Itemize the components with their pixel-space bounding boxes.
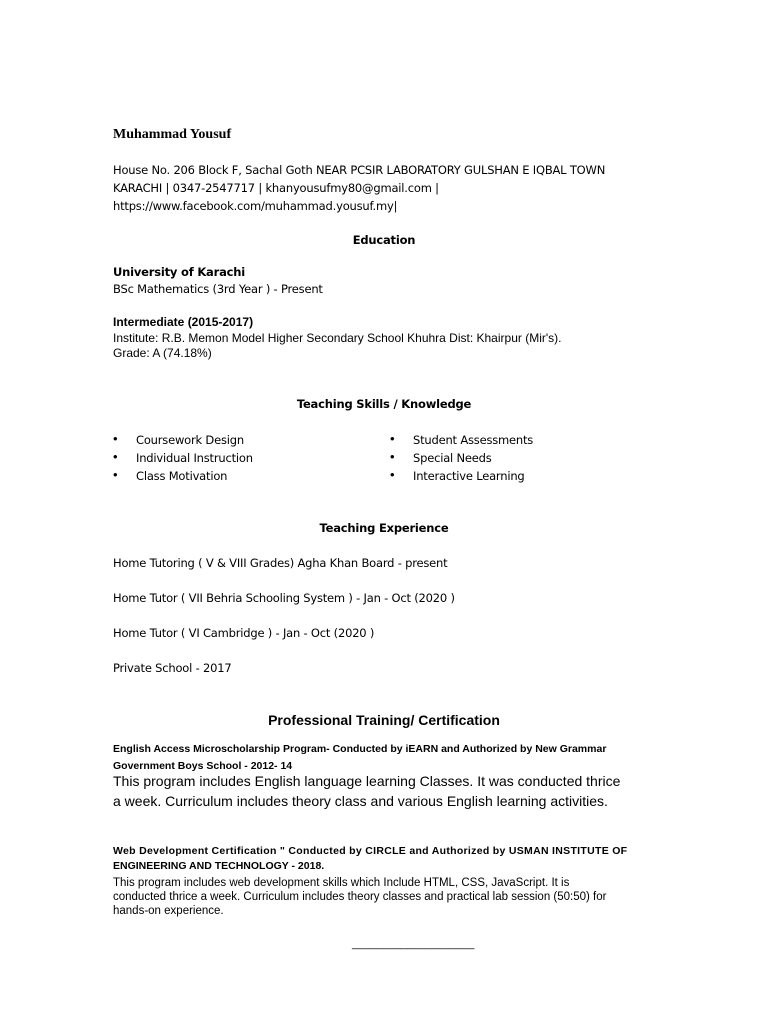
skill-item-right: Special Needs [413, 451, 492, 465]
contact-phone-email: KARACHI | 0347-2547717 | khanyousufmy80@gmail.com | [113, 181, 439, 195]
bullet-icon: • [113, 467, 118, 482]
program2-description-end: hands-on experience. [113, 905, 224, 917]
university-name: University of Karachi [113, 265, 245, 279]
program1-school: Government Boys School [113, 760, 242, 772]
institute-line: Institute: R.B. Memon Model Higher Secondary School Khuhra Dist: Khairpur (Mir's). [113, 331, 562, 345]
program2-description-continued: conducted thrice a week. Curriculum includes theory classes and practical lab session (50:50) for [113, 891, 607, 903]
candidate-name: Muhammad Yousuf [113, 127, 232, 142]
program1-years: - 2012- 14 [241, 760, 293, 772]
skill-item-left: Class Motivation [136, 469, 228, 483]
skill-item-left: Coursework Design [136, 433, 244, 447]
skill-item-right: Interactive Learning [413, 469, 525, 483]
bullet-icon: • [390, 449, 395, 464]
program2-title: Web Development Certification " Conducted by CIRCLE and Authorized by USMAN INSTITUTE OF [113, 845, 628, 857]
program1-title-continued [113, 760, 292, 772]
bullet-icon: • [113, 431, 118, 446]
skill-item-left: Individual Instruction [136, 451, 253, 465]
grade-line: Grade: A (74.18%) [113, 346, 212, 360]
program2-title-continued: ENGINEERING AND TECHNOLOGY - 2018. [113, 860, 325, 872]
bullet-icon: • [390, 431, 395, 446]
contact-facebook: https://www.facebook.com/muhammad.yousuf.my| [113, 199, 398, 213]
program1-description-continued: a week. Curriculum includes theory class and various English learning activities. [113, 793, 608, 809]
education-heading: Education [352, 233, 416, 247]
footer-rule: ____________________ [352, 938, 475, 950]
program2-description: This program includes web development skills which Include HTML, CSS, JavaScript. It is [113, 877, 570, 889]
contact-address: House No. 206 Block F, Sachal Goth NEAR PCSIR LABORATORY GULSHAN E IQBAL TOWN [113, 163, 606, 177]
experience-item: Private School - 2017 [113, 661, 232, 675]
skills-heading: Teaching Skills / Knowledge [296, 397, 472, 411]
program1-description: This program includes English language learning Classes. It was conducted thrice [113, 773, 621, 789]
experience-item: Home Tutoring ( V & VIII Grades) Agha Khan Board - present [113, 556, 448, 570]
intermediate-title: Intermediate (2015-2017) [113, 315, 254, 329]
skill-item-right: Student Assessments [413, 433, 534, 447]
program1-title: English Access Microscholarship Program- Conducted by iEARN and Authorized by New Grammar [113, 743, 607, 755]
training-heading: Professional Training/ Certification [268, 712, 500, 728]
bullet-icon: • [113, 449, 118, 464]
experience-item: Home Tutor ( VI Cambridge ) - Jan - Oct (2020 ) [113, 626, 375, 640]
bullet-icon: • [390, 467, 395, 482]
degree-line: BSc Mathematics (3rd Year ) - Present [113, 282, 323, 296]
experience-heading: Teaching Experience [319, 521, 449, 535]
experience-item: Home Tutor ( VII Behria Schooling System ) - Jan - Oct (2020 ) [113, 591, 455, 605]
